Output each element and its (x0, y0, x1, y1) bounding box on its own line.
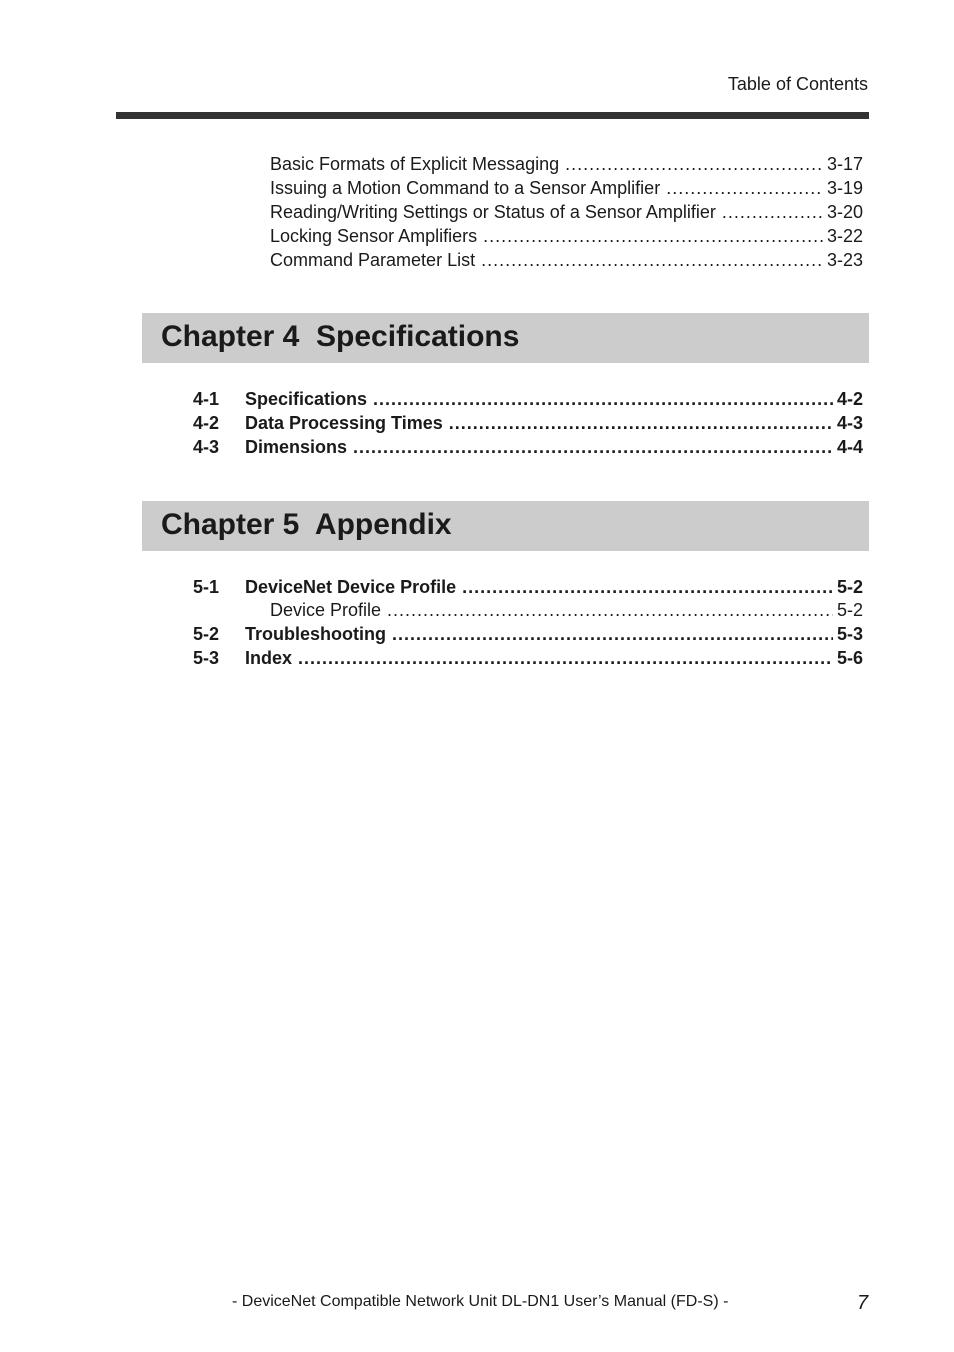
dot-leader (722, 202, 823, 223)
toc-entry-title: Issuing a Motion Command to a Sensor Amplifier (270, 178, 661, 198)
toc-section-page: 5-2 (836, 577, 863, 597)
chapter-heading-bar (142, 501, 869, 551)
toc-entry[interactable] (270, 226, 863, 250)
footer-manual-title: - DeviceNet Compatible Network Unit DL-DN1 User’s Manual (FD-S) - (232, 1293, 729, 1310)
dot-leader (666, 178, 823, 199)
toc-section-title: Specifications (245, 389, 368, 409)
toc-section[interactable] (193, 624, 863, 648)
toc-subsection-title: Device Profile (270, 600, 382, 620)
toc-subsection-page: 5-2 (836, 600, 863, 620)
toc-entry-title: Reading/Writing Settings or Status of a Sensor Amplifier (270, 202, 716, 222)
chapter-heading: Chapter 4 Specifications (161, 320, 520, 353)
toc-section-number: 5-1 (193, 577, 220, 597)
toc-subsection[interactable] (270, 600, 863, 624)
header-rule (116, 112, 869, 119)
toc-section[interactable] (193, 648, 863, 672)
toc-section-number: 4-1 (193, 389, 220, 409)
toc-section-title: Data Processing Times (245, 413, 443, 433)
toc-entry-title: Locking Sensor Amplifiers (270, 226, 478, 246)
toc-section-page: 5-3 (836, 624, 863, 644)
toc-section[interactable] (193, 389, 863, 413)
toc-entry-title: Command Parameter List (270, 250, 476, 270)
toc-section-title: Dimensions (245, 437, 348, 457)
dot-leader (373, 389, 833, 410)
dot-leader (565, 154, 823, 175)
toc-section-title: Troubleshooting (245, 624, 386, 644)
chapter-heading-bar (142, 313, 869, 363)
toc-section-number: 4-3 (193, 437, 220, 457)
toc-section-page: 4-3 (836, 413, 863, 433)
toc-section-title: Index (245, 648, 293, 668)
toc-section-page: 4-4 (836, 437, 863, 457)
toc-section[interactable] (193, 413, 863, 437)
toc-entry-page: 3-23 (826, 250, 863, 270)
chapter-heading: Chapter 5 Appendix (161, 508, 452, 541)
dot-leader (353, 437, 833, 458)
toc-section[interactable] (193, 437, 863, 461)
toc-section[interactable] (193, 577, 863, 601)
dot-leader (392, 624, 833, 645)
toc-section-page: 5-6 (836, 648, 863, 668)
toc-entry-page: 3-17 (826, 154, 863, 174)
toc-section-title: DeviceNet Device Profile (245, 577, 457, 597)
toc-section-number: 5-3 (193, 648, 220, 668)
toc-entry-title: Basic Formats of Explicit Messaging (270, 154, 560, 174)
toc-section-number: 4-2 (193, 413, 220, 433)
dot-leader (481, 250, 823, 271)
toc-section-page: 4-2 (836, 389, 863, 409)
toc-entry[interactable] (270, 250, 863, 274)
dot-leader (387, 600, 833, 621)
toc-entry[interactable] (270, 154, 863, 178)
toc-section-number: 5-2 (193, 624, 220, 644)
page-number: 7 (857, 1292, 869, 1314)
toc-entry-page: 3-19 (826, 178, 863, 198)
dot-leader (449, 413, 833, 434)
toc-entry-page: 3-22 (826, 226, 863, 246)
dot-leader (483, 226, 823, 247)
toc-entry-page: 3-20 (826, 202, 863, 222)
running-header: Table of Contents (727, 74, 868, 94)
toc-entry[interactable] (270, 178, 863, 202)
dot-leader (462, 577, 833, 598)
dot-leader (298, 648, 833, 669)
toc-entry[interactable] (270, 202, 863, 226)
